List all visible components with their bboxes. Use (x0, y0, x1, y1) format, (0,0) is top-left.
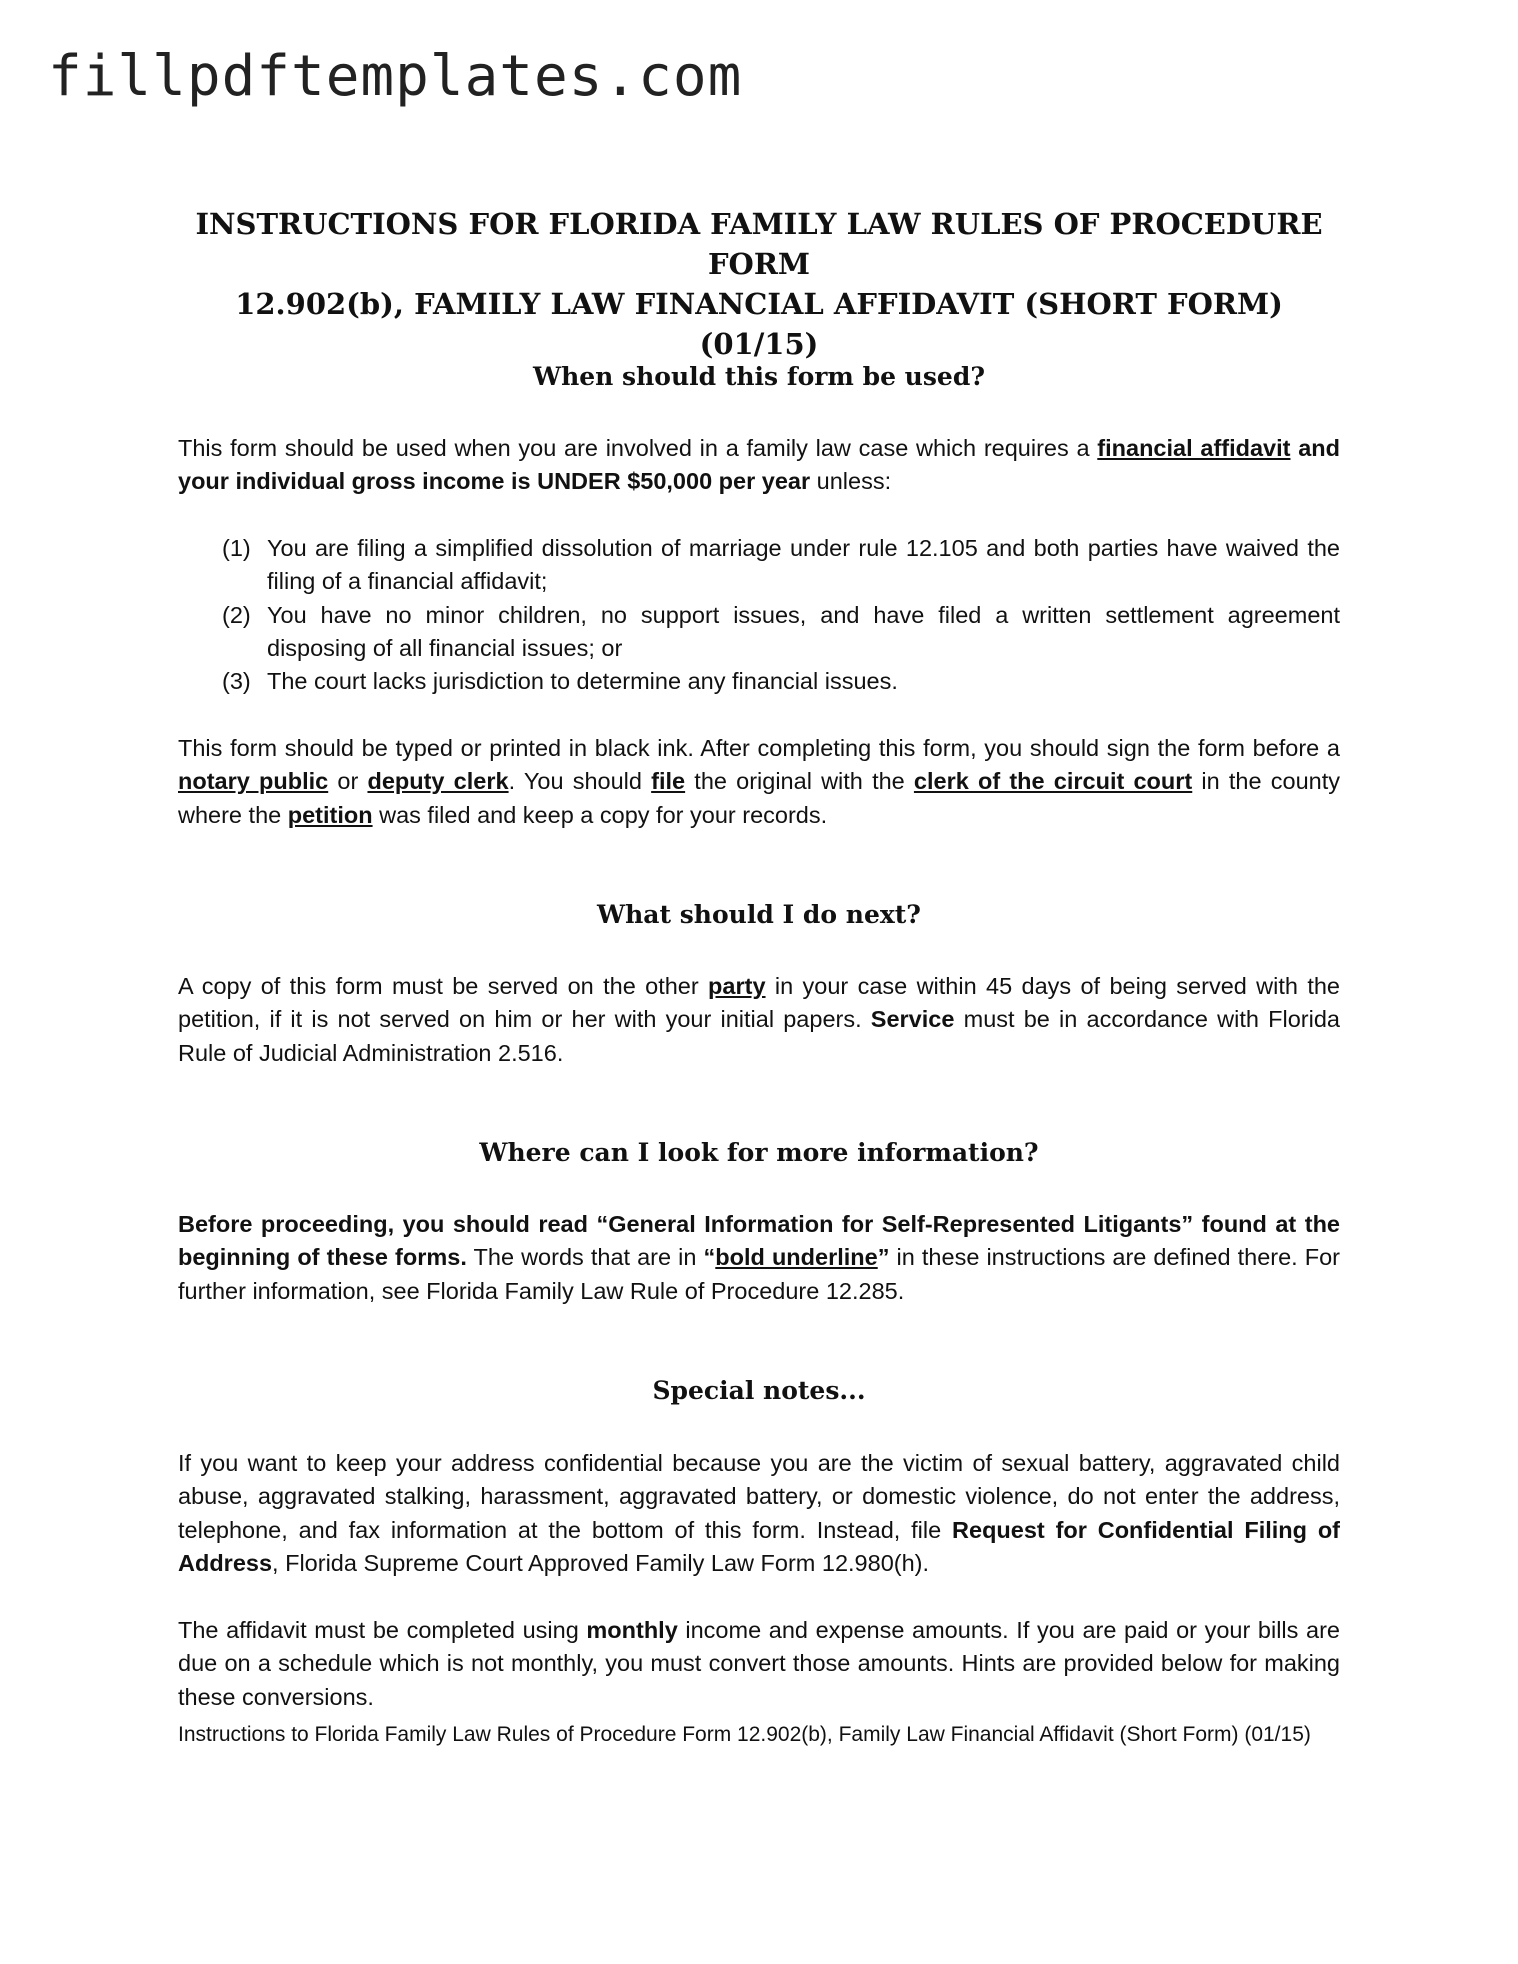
heading-special-notes: Special notes... (652, 1376, 866, 1405)
bold-intro: Before proceeding, you should read “General Information for Self-Represented Litigants” found at the beginning of these forms. (178, 1211, 1340, 1271)
bold-monthly: monthly (586, 1617, 678, 1643)
text: income and expense amounts. If you are paid or your bills are due on a schedule which is not monthly, you must convert those amounts. Hints are provided below for making these conversions. (178, 1617, 1340, 1710)
list-text: The court lacks jurisdiction to determine any financial issues. (267, 668, 898, 695)
list-item (222, 532, 1340, 599)
paragraph-filing (178, 732, 1340, 832)
exceptions-list (222, 532, 1340, 698)
bold-request-form: Request for Confidential Filing of Address (178, 1516, 1340, 1576)
text: A copy of this form must be served on the other (178, 973, 709, 999)
term-bold-underline: bold underline (715, 1244, 878, 1271)
list-item (222, 665, 1340, 698)
bold-income-limit: and your individual gross income is UNDER $50,000 per year (178, 435, 1340, 495)
quote-close: ” (877, 1244, 890, 1271)
bold-service: Service (870, 1006, 955, 1033)
text: If you want to keep your address confidential because you are the victim of sexual battery, aggravated child abuse, aggravated stalking, harassment, aggravated battery, or domestic violence, do not enter the address, telephone, and fax information at the bottom of this form. Instead, file (178, 1450, 1340, 1543)
paragraph-confidential-address (178, 1447, 1340, 1580)
term-party: party (708, 973, 766, 999)
term-petition: petition (287, 801, 373, 828)
text: The affidavit must be completed using (178, 1617, 587, 1643)
text: the original with the (685, 768, 914, 795)
text: unless: (810, 468, 892, 495)
heading-when-used: When should this form be used? (533, 362, 985, 391)
term-clerk-of-circuit-court: clerk of the circuit court (913, 768, 1193, 795)
text: , Florida Supreme Court Approved Family Law Form 12.980(h). (272, 1549, 930, 1576)
text: The words that are in (466, 1244, 704, 1271)
list-text: You are filing a simplified dissolution of marriage under rule 12.105 and both parties have waived the filing of a financial affidavit; (267, 535, 1340, 595)
text: in the county where the (178, 768, 1340, 828)
term-financial-affidavit: financial affidavit (1097, 435, 1291, 461)
text: . You should (508, 768, 652, 795)
paragraph-more-info (178, 1208, 1340, 1308)
text: This form should be typed or printed in black ink. After completing this form, you should sign the form before a (178, 735, 1340, 761)
text: in your case within 45 days of being served with the petition, if it is not served on him or her with your initial papers. (178, 973, 1340, 1033)
title-line-2: 12.902(b), FAMILY LAW FINANCIAL AFFIDAVIT (SHORT FORM) (01/15) (235, 287, 1283, 361)
paragraph-what-next (178, 970, 1340, 1070)
page-footer: Instructions to Florida Family Law Rules of Procedure Form 12.902(b), Family Law Financial Affidavit (Short Form) (01/15) (178, 1723, 1311, 1746)
paragraph-monthly-amounts (178, 1614, 1340, 1714)
text: must be in accordance with Florida Rule of Judicial Administration 2.516. (178, 1006, 1340, 1066)
text: in these instructions are defined there. For further information, see Florida Family Law Rule of Procedure 12.285. (178, 1244, 1341, 1304)
list-number: (1) (222, 535, 251, 561)
watermark-text: fillpdftemplates.com (48, 44, 743, 109)
title-line-1: INSTRUCTIONS FOR FLORIDA FAMILY LAW RULES OF PROCEDURE FORM (195, 207, 1323, 281)
list-number: (3) (222, 668, 251, 695)
document-title (178, 204, 1340, 364)
list-text: You have no minor children, no support issues, and have filed a written settlement agreement disposing of all financial issues; or (267, 601, 1340, 661)
list-item (222, 599, 1340, 666)
text: This form should be used when you are involved in a family law case which requires a (178, 435, 1098, 461)
quote-open: “ (703, 1244, 716, 1271)
paragraph-when-used (178, 432, 1340, 499)
text: or (328, 768, 368, 795)
text: was filed and keep a copy for your records. (372, 801, 828, 828)
heading-more-info: Where can I look for more information? (479, 1138, 1039, 1167)
heading-what-next: What should I do next? (597, 900, 921, 929)
term-notary-public: notary public (178, 768, 329, 795)
term-file: file (651, 768, 686, 795)
list-number: (2) (222, 601, 251, 628)
term-deputy-clerk: deputy clerk (367, 768, 509, 795)
